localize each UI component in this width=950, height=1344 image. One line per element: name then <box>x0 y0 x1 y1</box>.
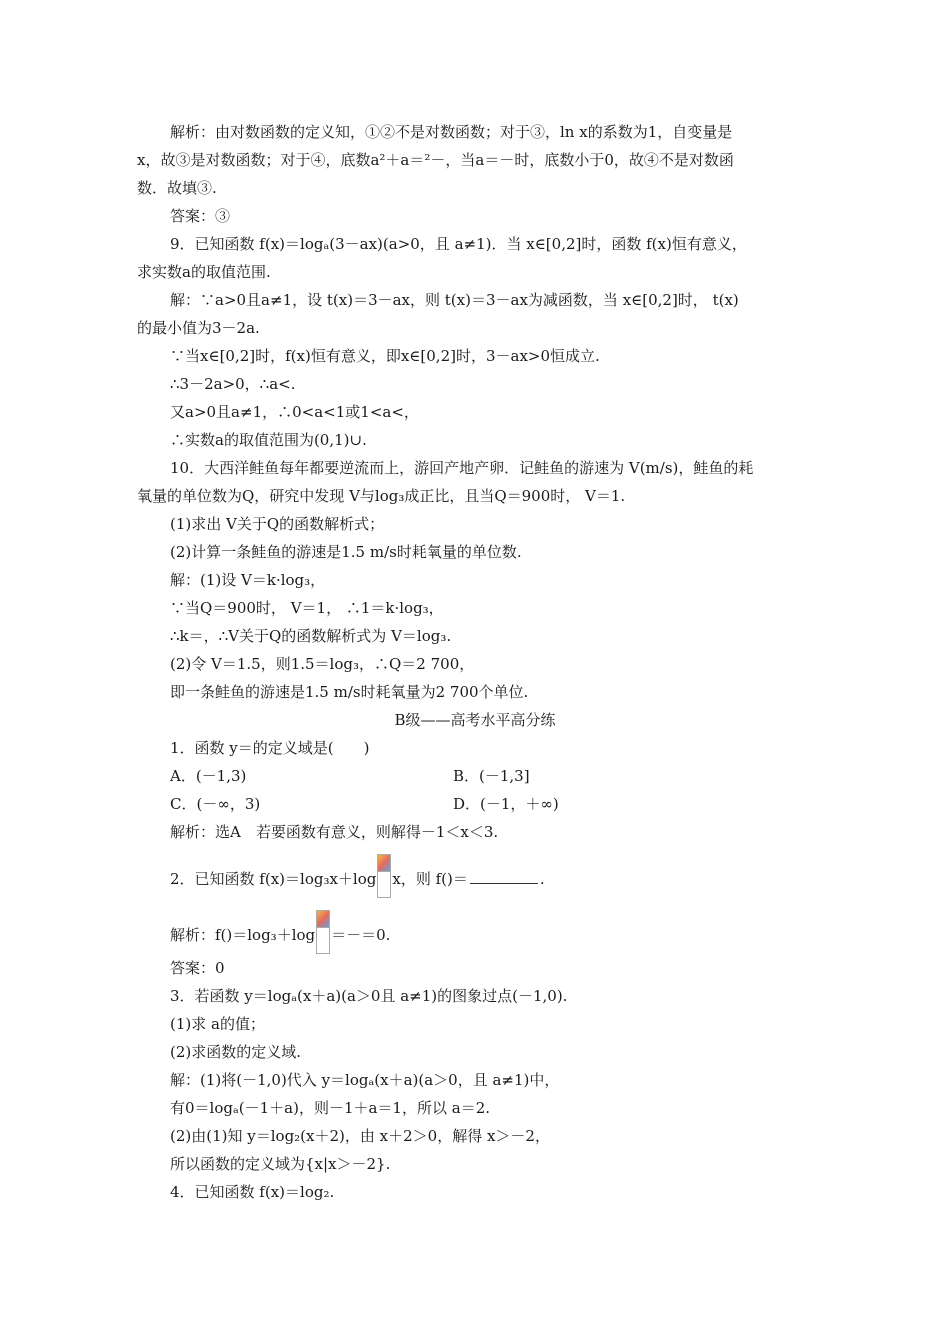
text-line: 所以函数的定义域为{x|x＞－2}. <box>170 1155 391 1173</box>
choice-option: D．(－1，＋∞) <box>453 795 559 813</box>
text-line: ∴实数a的取值范围为(0,1)∪. <box>170 431 367 449</box>
text-line: 解析：由对数函数的定义知，①②不是对数函数；对于③，ln x的系数为1，自变量是 <box>170 123 733 141</box>
text-line: 9．已知函数 f(x)＝logₐ(3－ax)(a>0，且 a≠1)．当 x∈[0,2]时，函数 f(x)恒有意义， <box>170 235 747 253</box>
text-line: 4．已知函数 f(x)＝log₂. <box>170 1183 335 1201</box>
text-line: ∴k＝，∴V关于Q的函数解析式为 V＝log₃. <box>170 627 452 645</box>
text-line: ∴3－2a>0，∴a<. <box>170 375 296 393</box>
question-2-middle: x，则 f()＝ <box>392 870 468 888</box>
text-line: ∵当x∈[0,2]时，f(x)恒有意义，即x∈[0,2]时，3－ax>0恒成立. <box>170 347 600 365</box>
text-line: 解：(1)设 V＝k·log₃， <box>170 571 326 589</box>
text-line: (2)求函数的定义域. <box>170 1043 302 1061</box>
text-line: 氧量的单位数为Q，研究中发现 V与log₃成正比，且当Q＝900时， V＝1. <box>137 487 626 505</box>
text-line: 10．大西洋鲑鱼每年都要逆流而上，游回产地产卵．记鲑鱼的游速为 V(m/s)，鲑鱼的耗 <box>170 459 754 477</box>
question-2-analysis <box>170 910 390 954</box>
choice-option: C．(－∞，3) <box>170 795 261 813</box>
text-line: 1．函数 y＝的定义域是( ) <box>170 739 370 757</box>
question-2-prefix: 2．已知函数 f(x)＝log₃x＋log <box>170 870 377 888</box>
text-line: 求实数a的取值范围. <box>137 263 271 281</box>
text-line: (1)求出 V关于Q的函数解析式； <box>170 515 385 533</box>
text-line: 答案：③ <box>170 207 231 225</box>
answer-blank <box>470 869 538 884</box>
text-line: x，故③是对数函数；对于④，底数a²＋a＝²－，当a＝－时，底数小于0，故④不是对数函 <box>137 151 734 169</box>
text-line: 答案：0 <box>170 959 225 977</box>
text-line: 即一条鲑鱼的游速是1.5 m/s时耗氧量为2 700个单位. <box>170 683 529 701</box>
text-line: 解析：选A 若要函数有意义，则解得－1＜x＜3. <box>170 823 499 841</box>
text-line: 解：∵a>0且a≠1，设 t(x)＝3－ax，则 t(x)＝3－ax为减函数，当 x∈[0,2]时， t(x) <box>170 291 739 309</box>
question-2-suffix: . <box>539 870 545 888</box>
text-line: 解：(1)将(－1,0)代入 y＝logₐ(x＋a)(a＞0，且 a≠1)中， <box>170 1071 560 1089</box>
choice-option: A．(－1,3) <box>170 767 247 785</box>
text-line: (1)求 a的值； <box>170 1015 265 1033</box>
fraction-image-icon <box>316 910 330 954</box>
section-title: B级——高考水平高分练 <box>394 711 556 729</box>
text-line: (2)由(1)知 y＝log₂(x＋2)，由 x＋2＞0，解得 x＞－2， <box>170 1127 550 1145</box>
analysis-prefix: 解析：f()＝log₃＋log <box>170 926 316 944</box>
text-line: 又a>0且a≠1，∴0<a<1或1<a<， <box>170 403 419 421</box>
text-line: 有0＝logₐ(－1＋a)，则－1＋a＝1，所以 a＝2. <box>170 1099 491 1117</box>
text-line: 数．故填③. <box>137 179 217 197</box>
fraction-image-icon <box>377 854 391 898</box>
text-line: (2)计算一条鲑鱼的游速是1.5 m/s时耗氧量的单位数. <box>170 543 522 561</box>
question-2 <box>170 854 545 898</box>
text-line: 3．若函数 y＝logₐ(x＋a)(a＞0且 a≠1)的图象过点(－1,0). <box>170 987 568 1005</box>
text-line: (2)令 V＝1.5，则1.5＝log₃，∴Q＝2 700， <box>170 655 475 673</box>
choice-option: B．(－1,3] <box>453 767 530 785</box>
text-line: ∵当Q＝900时， V＝1， ∴1＝k·log₃， <box>170 599 444 617</box>
text-line: 的最小值为3－2a. <box>137 319 260 337</box>
analysis-suffix: ＝－＝0. <box>331 926 391 944</box>
